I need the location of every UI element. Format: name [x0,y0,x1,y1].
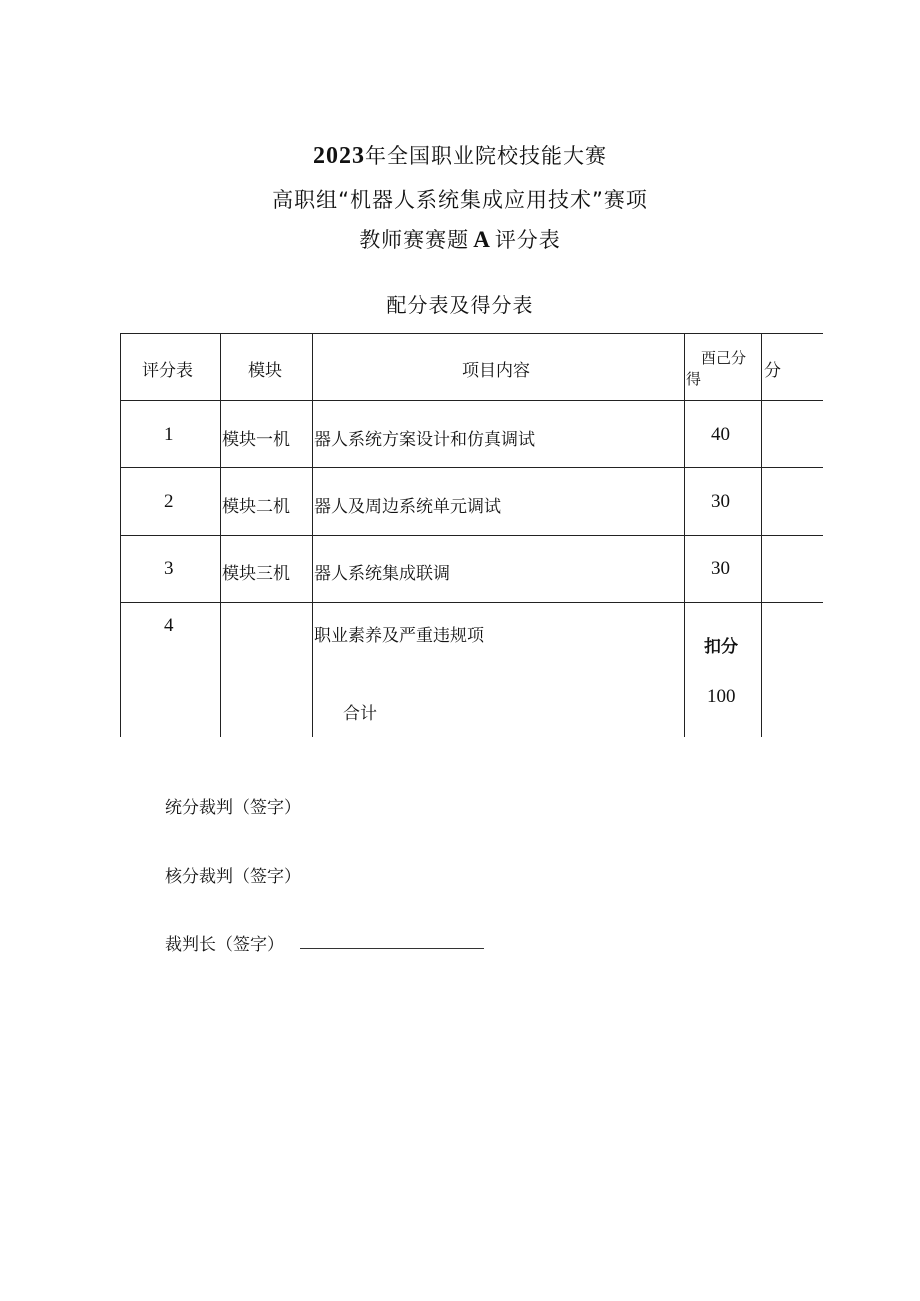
table-title: 配分表及得分表 [386,293,534,317]
header-cell-module: 模块 [248,361,282,381]
header-year: 2023 [313,143,365,169]
table-row-1-no: 1 [164,424,174,445]
header-line-3-letter: A [473,227,491,252]
header-line-3 [0,224,920,254]
table-row-4-deduct: 扣分 [704,637,738,657]
header-cell-allocated: 酉己分 [701,349,747,367]
table-row-divider [120,535,823,536]
header-line-1-text: 年全国职业院校技能大赛 [365,144,607,168]
table-row-4-no: 4 [164,615,174,636]
table-row-3-score: 30 [711,558,730,579]
header-line-2: 高职组“机器人系统集成应用技术”赛项 [272,188,648,212]
table-col-divider [220,333,221,737]
signature-chief-label: 裁判长（签字） [165,935,284,955]
table-row-1-score: 40 [711,424,730,445]
table-row-3-no: 3 [164,558,174,579]
table-row-3-content: 器人系统集成联调 [314,564,450,584]
header-cell-content: 项目内容 [462,361,530,381]
table-col-divider [312,333,313,737]
table-row-divider [120,602,823,603]
table-col-divider [120,333,121,737]
table-row-2-score: 30 [711,491,730,512]
table-row-4-content: 职业素养及严重违规项 [314,626,484,646]
signature-tally-label: 统分裁判（签字） [165,798,301,818]
table-row-2-content: 器人及周边系统单元调试 [314,497,501,517]
header-cell-score: 分 [764,361,781,381]
table-row-2-module: 模块二机 [222,497,290,517]
table-border-top [120,333,823,334]
table-row-3-module: 模块三机 [222,564,290,584]
table-total-label: 合计 [343,704,377,724]
table-row-2-no: 2 [164,491,174,512]
table-col-divider [761,333,762,737]
table-row-1-module: 模块一机 [222,430,290,450]
header-line-1 [0,140,920,170]
header-cell-sheet: 评分表 [142,361,193,381]
signature-chief-line[interactable] [300,948,484,949]
table-col-divider [684,333,685,737]
header-cell-obtained: 得 [686,370,702,388]
table-row-divider [120,467,823,468]
header-line-3-pre: 教师赛赛题 [359,228,470,252]
table-row-divider [120,400,823,401]
table-row-1-content: 器人系统方案设计和仿真调试 [314,430,535,450]
table-total-value: 100 [707,686,736,707]
signature-check-label: 核分裁判（签字） [165,867,301,887]
header-line-3-post: 评分表 [494,228,561,252]
